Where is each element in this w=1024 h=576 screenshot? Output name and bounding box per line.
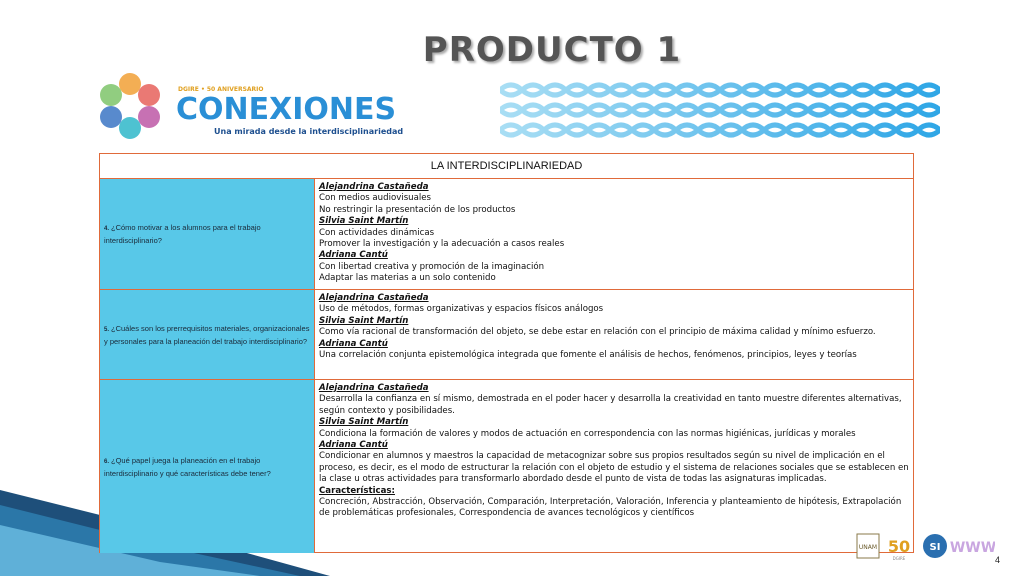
question-text: ¿Cuáles son los prerrequisitos materiales, organizacionales y personales para la planeación del trabajo interdisciplinario? bbox=[104, 323, 310, 346]
table-header: LA INTERDISCIPLINARIEDAD bbox=[100, 154, 913, 179]
question-cell bbox=[100, 290, 315, 379]
answer-line: No restringir la presentación de los productos bbox=[319, 204, 516, 215]
author-name: Adriana Cantú bbox=[319, 338, 388, 349]
question-text: ¿Qué papel juega la planeación en el trabajo interdisciplinario y qué características debe tener? bbox=[104, 455, 271, 478]
answer-line: Con libertad creativa y promoción de la imaginación bbox=[319, 261, 545, 272]
author-name: Silvia Saint Martín bbox=[319, 216, 409, 227]
www-logo-icon bbox=[950, 540, 995, 556]
si-logo-icon bbox=[923, 534, 947, 558]
answer-line: Una correlación conjunta epistemológica integrada que fomente el análisis de hechos, fenómenos, principios, leyes y teorías bbox=[319, 350, 857, 361]
author-name: Silvia Saint Martín bbox=[319, 417, 409, 428]
table-row bbox=[100, 290, 913, 380]
logo-small-text: DGIRE • 50 ANIVERSARIO bbox=[178, 86, 264, 93]
svg-text:50: 50 bbox=[887, 537, 911, 556]
unam-logo-text: UNAM bbox=[858, 544, 878, 551]
author-name: Alejandrina Castañeda bbox=[319, 293, 429, 303]
table-row bbox=[100, 179, 913, 290]
logo-main-text: CONEXIONES bbox=[176, 92, 397, 127]
answer-line: Adaptar las materias a un solo contenido bbox=[319, 273, 496, 284]
answer-line: Con medios audiovisuales bbox=[319, 193, 432, 204]
author-name: Adriana Cantú bbox=[319, 250, 388, 261]
answer-line: Uso de métodos, formas organizativas y espacios físicos análogos bbox=[319, 304, 604, 315]
answer-line: Desarrolla la confianza en sí mismo, demostrada en el poder hacer y desarrolla la creatividad en tanto muestre diferentes alternativas, según contexto y posibilidades. bbox=[319, 394, 902, 416]
answer-cell bbox=[315, 380, 913, 553]
question-cell bbox=[100, 380, 315, 553]
characteristics-label: Características: bbox=[319, 485, 395, 496]
characteristics-text: Concreción, Abstracción, Observación, Comparación, Interpretación, Valoración, Inferencia y planteamiento de hipótesis, Extrapolación de problemáticas profesionales, Correspondencia de avances tecnológicos y científicos bbox=[319, 497, 902, 519]
page-number: 4 bbox=[994, 555, 1000, 565]
interdisciplinarity-table bbox=[99, 153, 914, 553]
question-number: 4. bbox=[104, 226, 110, 232]
dgire-logo-text: DGIRE bbox=[892, 556, 906, 561]
answer-line: Con actividades dinámicas bbox=[319, 227, 435, 238]
author-name: Alejandrina Castañeda bbox=[319, 383, 429, 393]
question-number: 5. bbox=[104, 326, 110, 333]
si-logo-text: SI bbox=[929, 542, 941, 553]
answer-cell bbox=[315, 290, 913, 379]
chain-banner-icon bbox=[500, 76, 940, 144]
answer-line: Como vía racional de transformación del objeto, se debe estar en relación con el principio de máxima calidad y mínimo esfuerzo. bbox=[319, 327, 876, 338]
author-name: Silvia Saint Martín bbox=[319, 315, 409, 326]
logo-subtitle: Una mirada desde la interdisciplinariedad bbox=[214, 127, 404, 136]
unam-logo-icon bbox=[857, 534, 879, 558]
institution-logos bbox=[855, 530, 995, 562]
dgire-50-logo-icon bbox=[888, 537, 910, 561]
author-name: Adriana Cantú bbox=[319, 440, 388, 451]
slide-title: PRODUCTO 1 bbox=[422, 30, 682, 70]
answer-line: Condicionar en alumnos y maestros la capacidad de metacognizar sobre sus propios resultados según su nivel de implicación en el proceso, es decir, es el modo de estructurar la relación con el objeto de estudio y el sistema de relaciones sociales que se establecen en la clase u otras actividades para transformarlo abordado desde el punto de vista de todas las asignaturas implicadas. bbox=[319, 451, 909, 485]
answer-line: Condiciona la formación de valores y modos de actuación en correspondencia con las normas higiénicas, jurídicas y morales bbox=[319, 428, 856, 439]
answer-cell bbox=[315, 179, 913, 289]
question-cell bbox=[100, 179, 315, 289]
answer-line: Promover la investigación y la adecuación a casos reales bbox=[319, 239, 565, 250]
www-logo-text: WWW bbox=[949, 540, 995, 556]
question-number: 6. bbox=[104, 458, 110, 465]
author-name: Alejandrina Castañeda bbox=[319, 182, 429, 192]
question-text: ¿Cómo motivar a los alumnos para el trabajo interdisciplinario? bbox=[104, 223, 261, 245]
table-row bbox=[100, 380, 913, 553]
